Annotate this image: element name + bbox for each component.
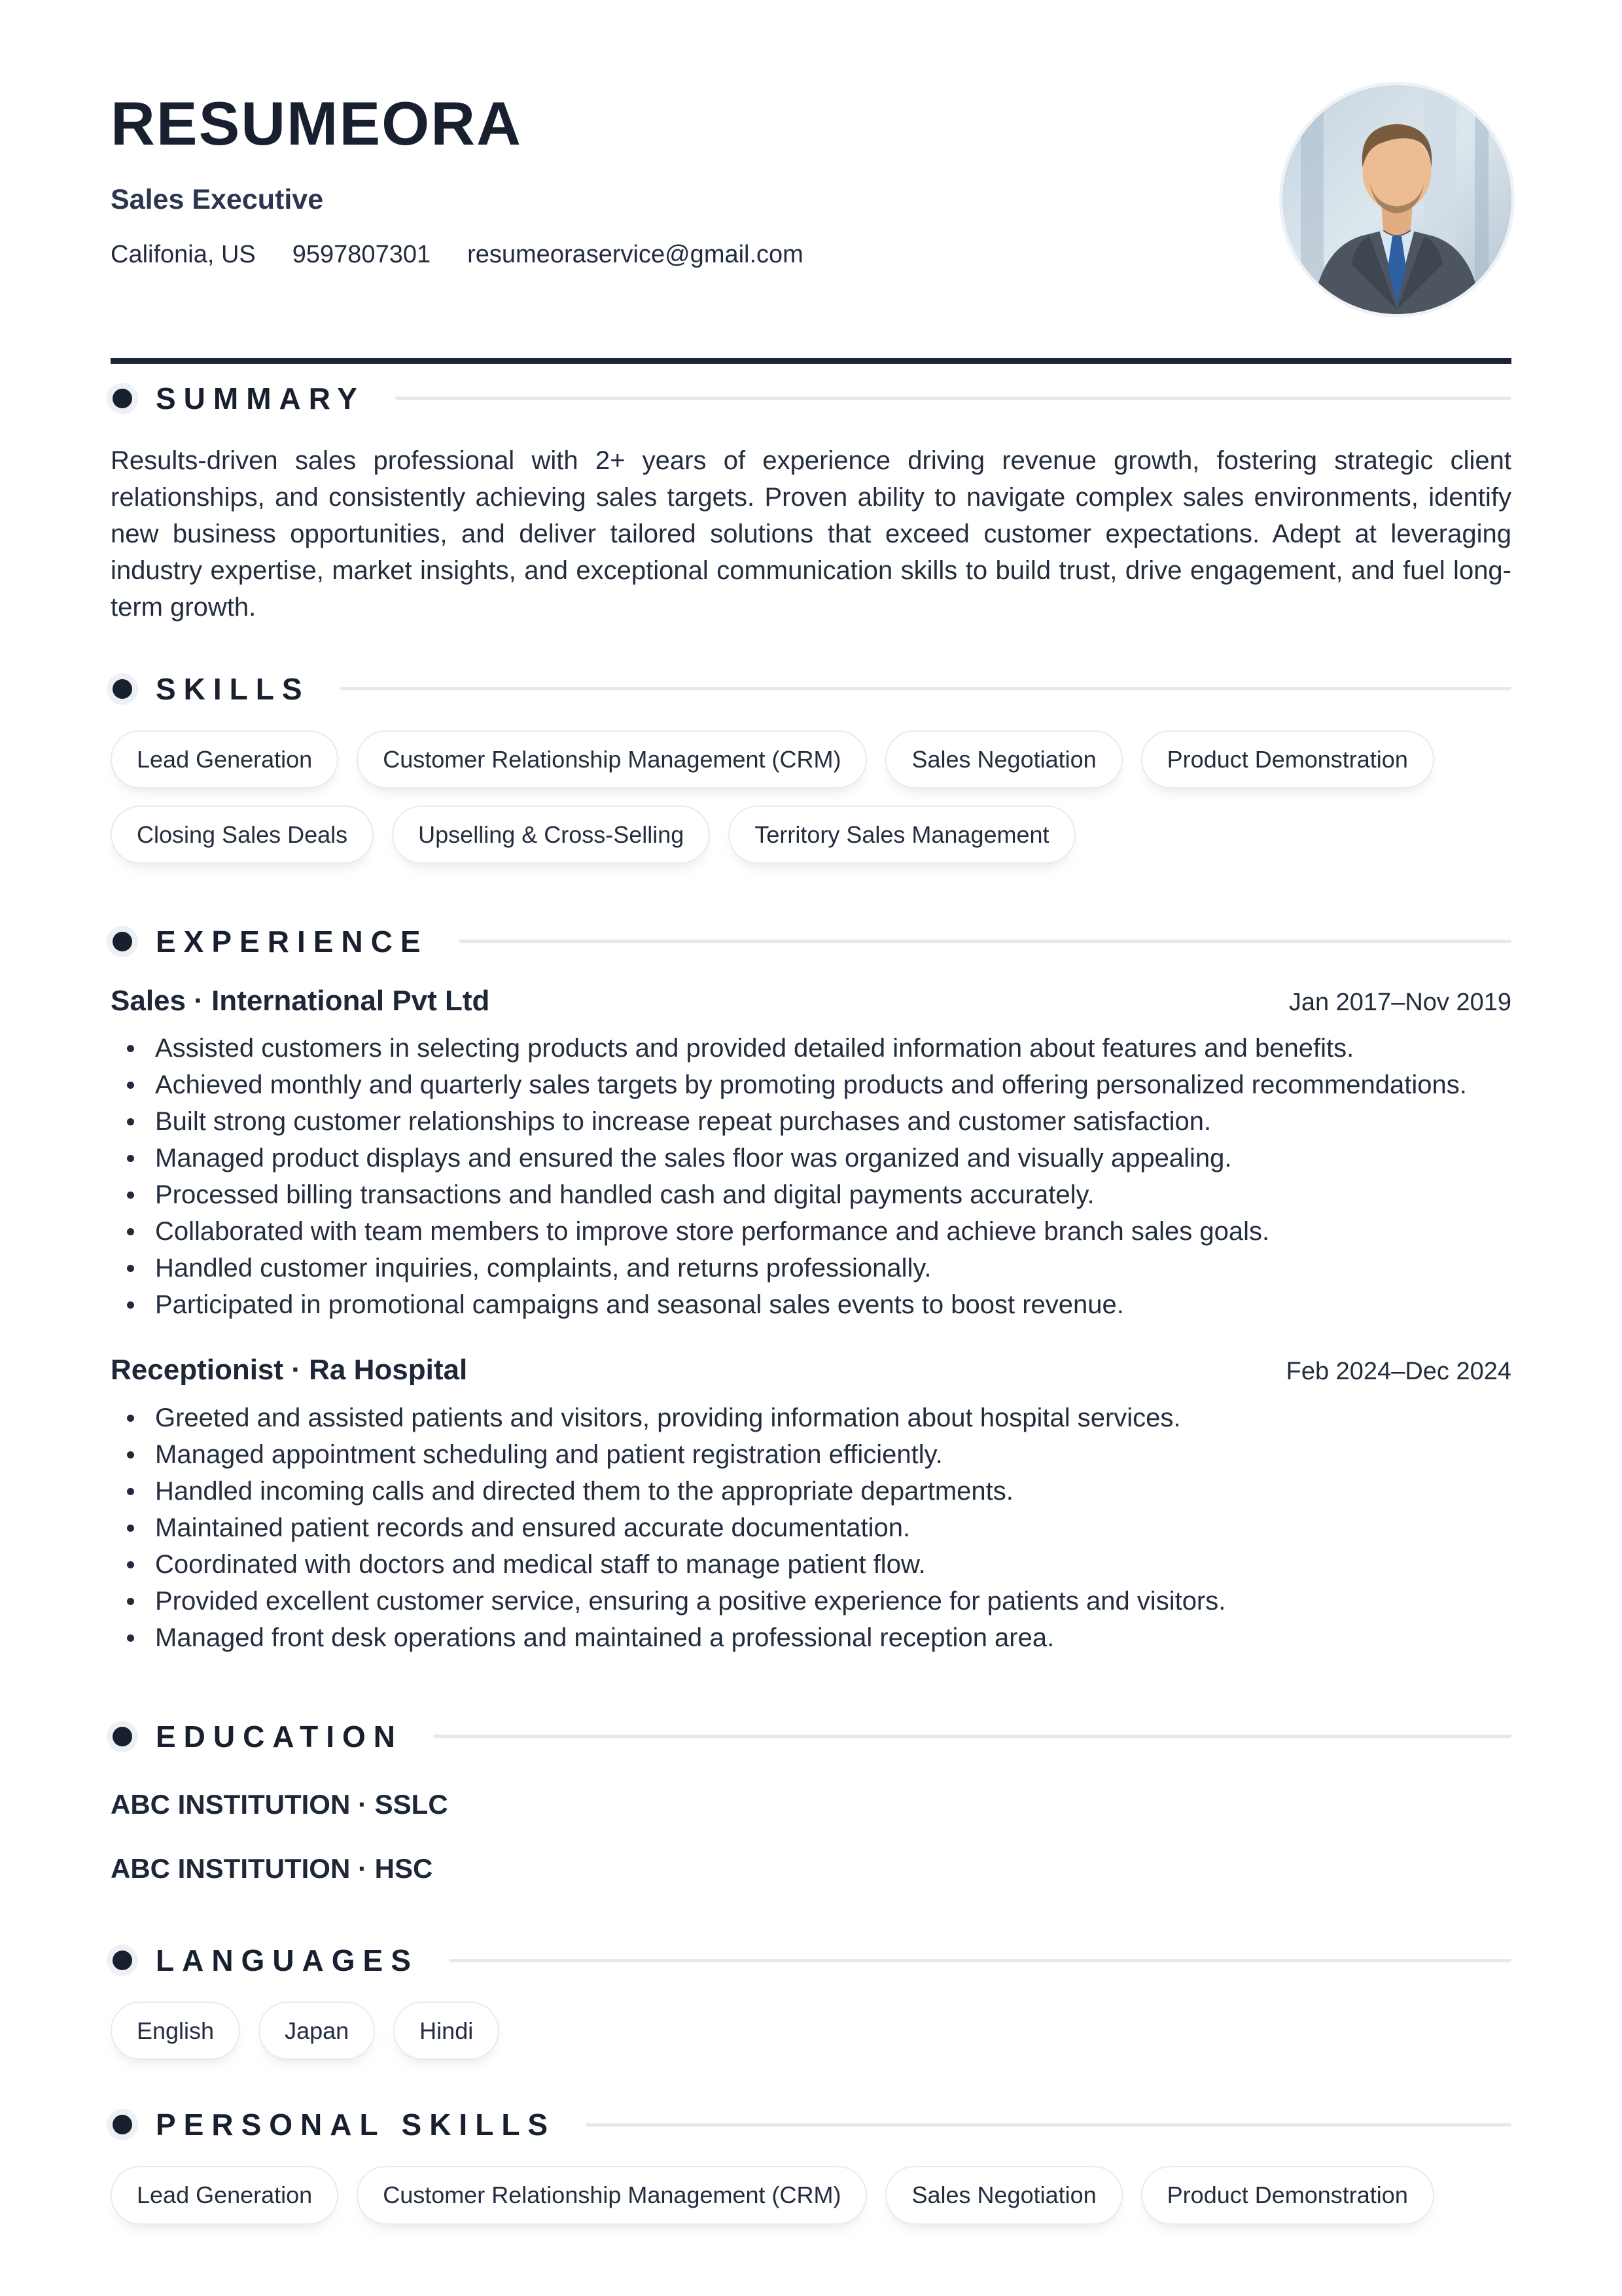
section-bullet-icon bbox=[113, 389, 132, 408]
contact-email: resumeoraservice@gmail.com bbox=[467, 241, 803, 268]
section-rule bbox=[340, 687, 1511, 690]
contact-location: Califonia, US bbox=[111, 241, 256, 268]
section-rule bbox=[433, 1735, 1511, 1738]
job-title: Sales Executive bbox=[111, 184, 324, 215]
section-heading-experience bbox=[111, 924, 1511, 959]
section-rule bbox=[449, 1959, 1511, 1962]
skill-pill: Closing Sales Deals bbox=[111, 805, 374, 864]
skill-pill: Lead Generation bbox=[111, 730, 338, 788]
page-title: RESUMEORA bbox=[111, 89, 523, 158]
section-bullet-icon bbox=[113, 932, 132, 951]
profile-photo-illustration bbox=[1282, 85, 1511, 314]
section-bullet-icon bbox=[113, 2115, 132, 2134]
personal-skill-pill: Product Demonstration bbox=[1141, 2166, 1434, 2224]
section-rule bbox=[586, 2123, 1511, 2127]
profile-photo bbox=[1282, 85, 1511, 314]
section-rule bbox=[395, 397, 1511, 400]
summary-text: Results-driven sales professional with 2+ years of experience driving revenue growth, fostering strategic client relationships, and consistently achieving sales targets. Proven ability to navigate complex sales environments, identify new business opportunities, and deliver tailored solutions that exceed customer expectations. Adept at leveraging industry expertise, market insights, and exceptional communication skills to build trust, drive engagement, and fuel long-term growth. bbox=[111, 446, 1511, 622]
experience-bullet: Greeted and assisted patients and visitors, providing information about hospital services. bbox=[111, 1400, 1511, 1436]
job-dates: Jan 2017–Nov 2019 bbox=[1288, 988, 1511, 1016]
job-bullet-list bbox=[111, 1030, 1511, 1323]
personal-skill-pill: Customer Relationship Management (CRM) bbox=[357, 2166, 867, 2224]
skill-pill: Territory Sales Management bbox=[728, 805, 1075, 864]
language-pill: Hindi bbox=[393, 2002, 499, 2060]
experience-bullet: Maintained patient records and ensured accurate documentation. bbox=[111, 1510, 1511, 1546]
header-divider bbox=[111, 358, 1511, 364]
section-title-personal-skills: PERSONAL SKILLS bbox=[156, 2108, 556, 2142]
skill-pill: Product Demonstration bbox=[1141, 730, 1434, 788]
section-heading-skills bbox=[111, 671, 1511, 706]
section-title-education: EDUCATION bbox=[156, 1719, 404, 1754]
skills-pill-row bbox=[111, 730, 1511, 864]
job-name: Receptionist · Ra Hospital bbox=[111, 1354, 468, 1386]
education-item: ABC INSTITUTION · SSLC bbox=[111, 1788, 448, 1820]
job-header bbox=[111, 1354, 1511, 1386]
personal-skill-pill: Sales Negotiation bbox=[885, 2166, 1122, 2224]
language-pill: English bbox=[111, 2002, 240, 2060]
experience-bullet: Managed front desk operations and maintained a professional reception area. bbox=[111, 1619, 1511, 1656]
section-heading-languages bbox=[111, 1943, 1511, 1978]
experience-bullet: Handled incoming calls and directed them to the appropriate departments. bbox=[111, 1473, 1511, 1510]
section-title-summary: SUMMARY bbox=[156, 381, 365, 415]
experience-bullet: Handled customer inquiries, complaints, and returns professionally. bbox=[111, 1250, 1511, 1286]
section-title-languages: LANGUAGES bbox=[156, 1943, 419, 1978]
language-pill: Japan bbox=[258, 2002, 375, 2060]
section-heading-personal-skills bbox=[111, 2110, 1511, 2140]
job-name: Sales · International Pvt Ltd bbox=[111, 984, 490, 1017]
skill-pill: Sales Negotiation bbox=[885, 730, 1122, 788]
job-dates: Feb 2024–Dec 2024 bbox=[1286, 1358, 1511, 1386]
job-header bbox=[111, 985, 1511, 1017]
experience-bullet: Built strong customer relationships to increase repeat purchases and customer satisfaction. bbox=[111, 1103, 1511, 1140]
education-item: ABC INSTITUTION · HSC bbox=[111, 1852, 433, 1884]
section-bullet-icon bbox=[113, 679, 132, 699]
experience-bullet: Assisted customers in selecting products and provided detailed information about features and benefits. bbox=[111, 1030, 1511, 1067]
experience-bullet: Managed product displays and ensured the sales floor was organized and visually appealing. bbox=[111, 1140, 1511, 1176]
section-bullet-icon bbox=[113, 1727, 132, 1746]
header bbox=[111, 0, 1511, 364]
experience-bullet: Coordinated with doctors and medical staff to manage patient flow. bbox=[111, 1546, 1511, 1583]
contact-phone: 9597807301 bbox=[292, 241, 431, 268]
skill-pill: Upselling & Cross-Selling bbox=[392, 805, 710, 864]
experience-bullet: Provided excellent customer service, ensuring a positive experience for patients and visitors. bbox=[111, 1583, 1511, 1619]
job-bullet-list bbox=[111, 1400, 1511, 1656]
personal-skill-pill: Lead Generation bbox=[111, 2166, 338, 2224]
experience-bullet: Achieved monthly and quarterly sales targets by promoting products and offering personalized recommendations. bbox=[111, 1067, 1511, 1103]
section-heading-education bbox=[111, 1719, 1511, 1754]
section-title-skills: SKILLS bbox=[156, 671, 310, 706]
languages-pill-row bbox=[111, 2002, 1511, 2060]
experience-bullet: Participated in promotional campaigns and seasonal sales events to boost revenue. bbox=[111, 1286, 1511, 1323]
section-heading-summary bbox=[111, 383, 1511, 414]
personal-skills-pill-row bbox=[111, 2166, 1511, 2224]
experience-bullet: Processed billing transactions and handled cash and digital payments accurately. bbox=[111, 1176, 1511, 1213]
section-title-experience: EXPERIENCE bbox=[156, 924, 429, 959]
experience-bullet: Collaborated with team members to improve store performance and achieve branch sales goals. bbox=[111, 1213, 1511, 1250]
section-rule bbox=[459, 940, 1511, 943]
skill-pill: Customer Relationship Management (CRM) bbox=[357, 730, 867, 788]
section-bullet-icon bbox=[113, 1951, 132, 1970]
experience-bullet: Managed appointment scheduling and patient registration efficiently. bbox=[111, 1436, 1511, 1473]
